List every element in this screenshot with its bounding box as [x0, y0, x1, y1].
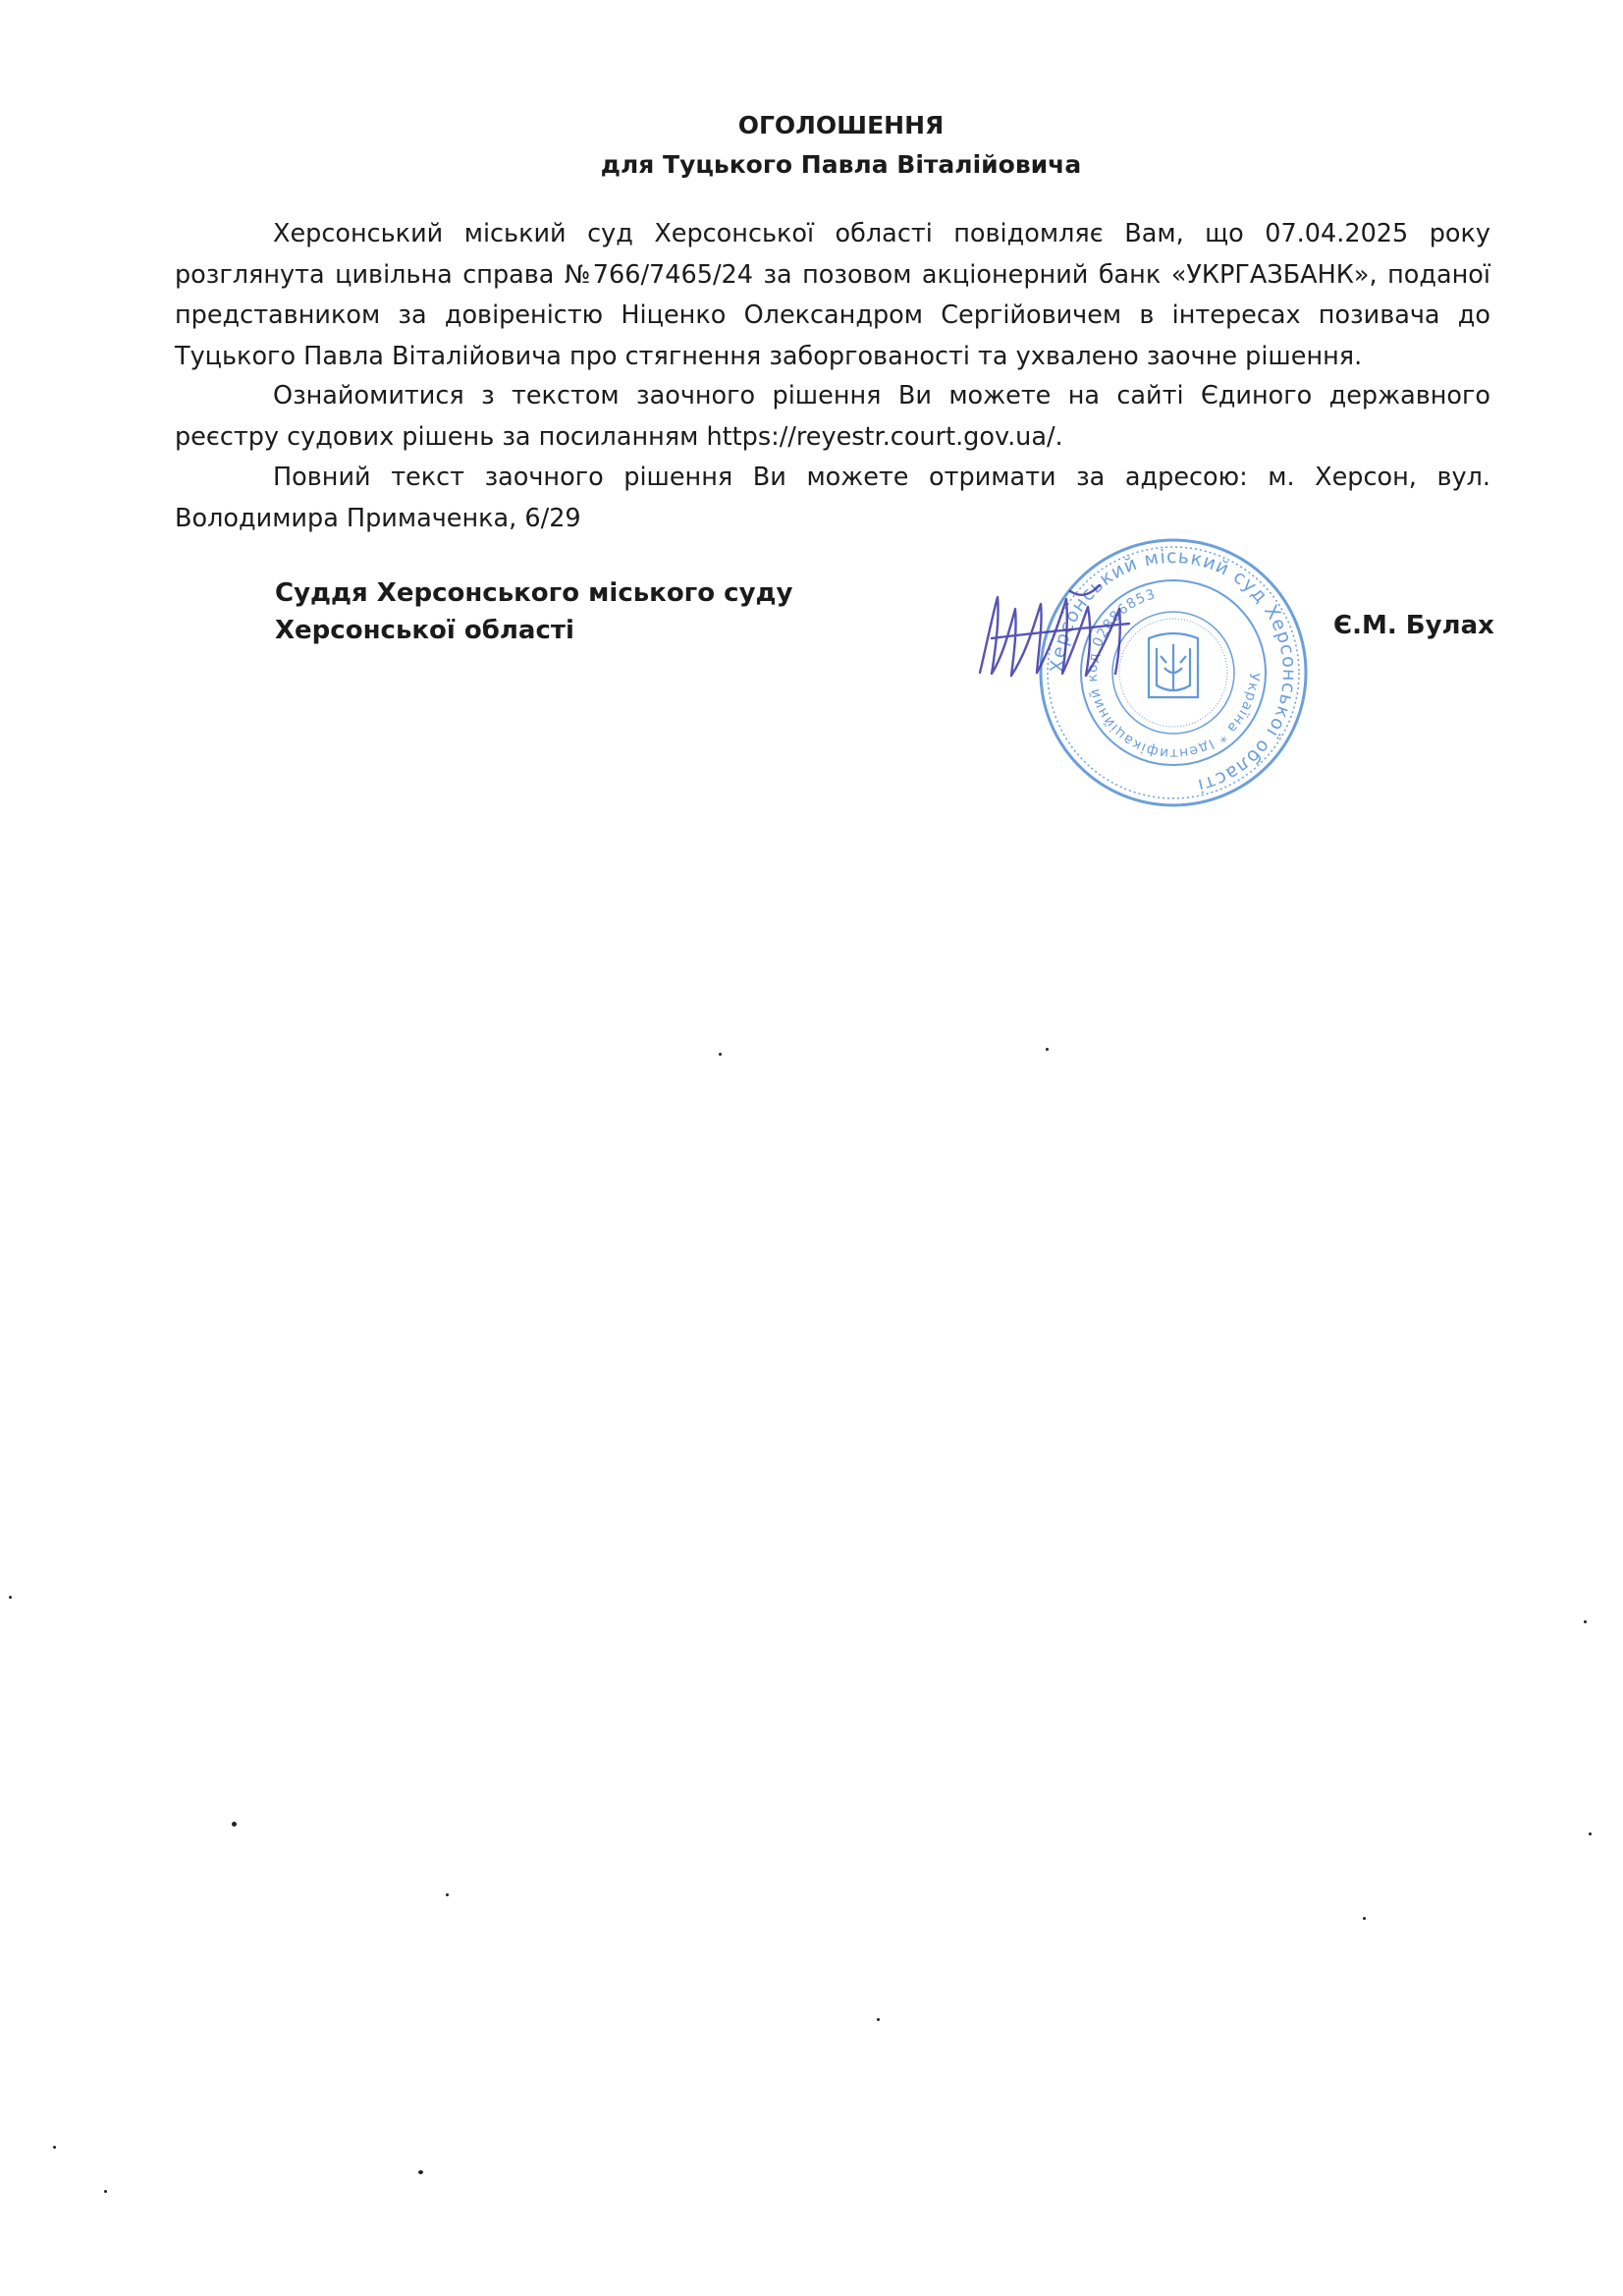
paragraph-address: [175, 458, 1490, 539]
scan-speck: [1589, 1832, 1592, 1835]
scan-speck: [418, 2170, 423, 2174]
stamp-inner-text: Україна * Ідентифікаційний код 02886853: [1084, 586, 1263, 762]
document-title: ОГОЛОШЕННЯ: [737, 111, 945, 139]
scan-speck: [9, 1596, 12, 1599]
scan-speck: [1584, 1620, 1587, 1623]
scan-speck: [1363, 1917, 1366, 1920]
judge-title-line2: Херсонської області: [275, 616, 574, 645]
stamp-outer-text: Херсонський міський суд Херсонської області: [1046, 545, 1301, 797]
paragraph-notice: [175, 214, 1490, 377]
paragraph-registry: [175, 376, 1490, 458]
judge-name: Є.М. Булах: [1333, 611, 1494, 640]
scan-speck: [446, 1893, 449, 1896]
scan-speck: [877, 2018, 880, 2021]
scan-speck: [719, 1053, 722, 1056]
scan-speck: [232, 1822, 237, 1827]
paragraph-address-text: Повний текст заочного рішення Ви можете отримати за адресою: м. Херсон, вул. Володимира Примаченка, 6/29: [175, 463, 1490, 533]
document-subtitle: для Туцького Павла Віталійовича: [600, 150, 1082, 179]
judge-title-line1: Суддя Херсонського міського суду: [275, 578, 793, 608]
judge-signature: [972, 579, 1149, 687]
scan-speck: [104, 2190, 107, 2193]
trident-emblem-icon: [1149, 633, 1198, 697]
paragraph-registry-text: Ознайомитися з текстом заочного рішення Ви можете на сайті Єдиного державного реєстру судових рішень за посиланням https://reyestr.court.gov.ua/.: [175, 381, 1490, 452]
paragraph-notice-text: Херсонський міський суд Херсонської області повідомляє Вам, що 07.04.2025 року розглянута цивільна справа №766/7465/24 за позовом акціонерний банк «УКРГАЗБАНК», поданої представником за довіреністю Ніценко Олександром Сергійовичем в інтересах позивача до Туцького Павла Віталійовича про стягнення заборгованості та ухвалено заочне рішення.: [175, 219, 1490, 371]
scan-speck: [1046, 1048, 1049, 1051]
scan-speck: [53, 2146, 56, 2149]
